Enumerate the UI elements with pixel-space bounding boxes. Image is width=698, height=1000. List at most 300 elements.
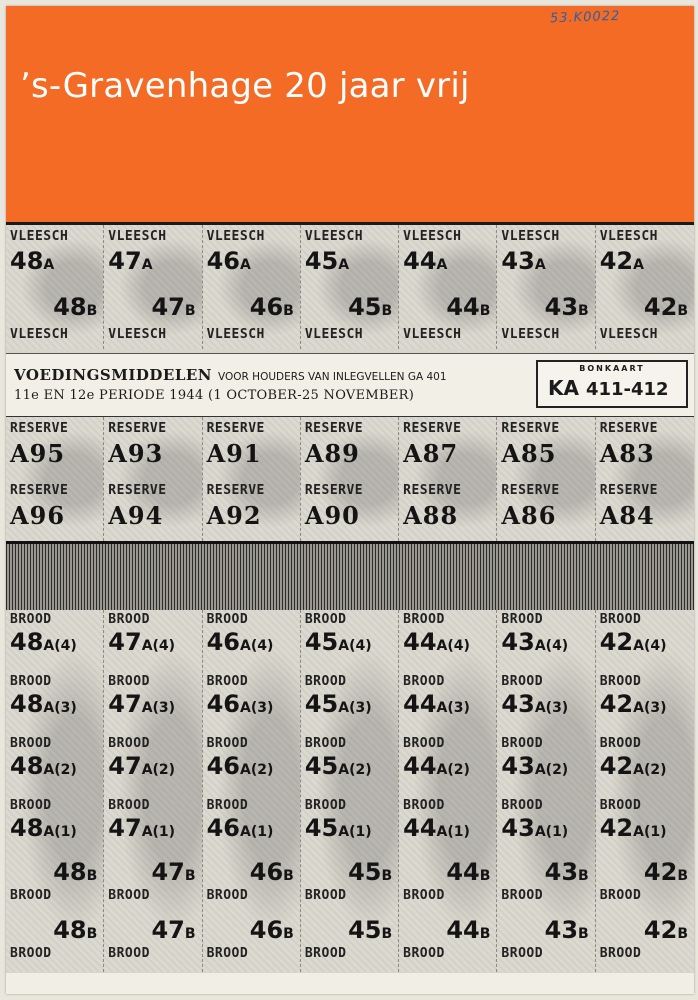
vleesch-label: VLEESCH <box>10 229 69 244</box>
voedings-title-line <box>14 366 447 384</box>
vleesch-number-b <box>545 293 589 321</box>
coupon-suffix: A <box>239 638 251 654</box>
coupon-suffix: A <box>633 638 644 654</box>
brood-label: BROOD <box>403 888 445 903</box>
coupon-number: 44 <box>446 916 480 944</box>
brood-number-a <box>207 752 274 780</box>
coupon-suffix: A <box>534 257 546 273</box>
coupon-number: 43 <box>501 247 535 275</box>
coupon-number: 44 <box>403 247 437 275</box>
vleesch-label: VLEESCH <box>108 229 167 244</box>
brood-label: BROOD <box>501 946 544 961</box>
coupon-number: 43 <box>544 858 579 886</box>
brood-label: BROOD <box>501 674 544 689</box>
coupon-number: 46 <box>206 247 240 275</box>
coupon-suffix: A <box>141 257 153 273</box>
brood-number-a <box>403 690 470 718</box>
coupon-suffix: A <box>436 257 448 273</box>
brood-label: BROOD <box>304 612 347 627</box>
reserve-coupon <box>104 417 202 541</box>
brood-number-a <box>501 628 568 656</box>
coupon-sub: (2) <box>447 762 470 778</box>
coupon-sub: (4) <box>152 638 176 654</box>
vleesch-coupon <box>596 225 694 349</box>
reserve-label: RESERVE <box>108 483 167 498</box>
brood-number-b <box>151 916 195 944</box>
reserve-label: RESERVE <box>599 483 658 498</box>
reserve-label: RESERVE <box>501 421 560 436</box>
brood-number-b <box>348 858 392 886</box>
reserve-label: RESERVE <box>304 421 364 436</box>
brood-coupons <box>6 610 694 972</box>
brood-label: BROOD <box>10 888 52 903</box>
coupon-suffix: B <box>479 303 491 319</box>
coupon-sub: (4) <box>545 638 569 654</box>
coupon-number: 42 <box>643 293 678 321</box>
reserve-label: RESERVE <box>599 421 658 436</box>
coupon-sub: (3) <box>54 700 77 716</box>
coupon-number: 45 <box>304 628 339 656</box>
vleesch-number-a <box>207 247 251 275</box>
coupon-sub: (1) <box>545 824 569 840</box>
vleesch-number-b <box>446 293 490 321</box>
brood-label: BROOD <box>304 736 347 751</box>
vleesch-label: VLEESCH <box>304 229 364 244</box>
coupon-suffix: B <box>578 868 589 884</box>
coupon-sub: (2) <box>643 762 667 778</box>
coupon-number: 42 <box>599 814 634 842</box>
brood-label: BROOD <box>501 888 544 903</box>
coupon-suffix: A <box>338 762 350 778</box>
reserve-coupon <box>6 417 104 541</box>
vleesch-number-b <box>348 293 392 321</box>
coupon-sub: (3) <box>545 700 569 716</box>
coupon-sub: (3) <box>447 700 470 716</box>
brood-label: BROOD <box>108 612 150 627</box>
brood-label: BROOD <box>501 736 544 751</box>
coupon-suffix: A <box>239 762 251 778</box>
coupon-number: 47 <box>108 814 142 842</box>
reserve-code: A86 <box>501 501 557 530</box>
coupon-suffix: B <box>86 303 98 319</box>
brood-label: BROOD <box>108 674 150 689</box>
coupon-number: 44 <box>403 628 437 656</box>
vleesch-label: VLEESCH <box>304 327 364 342</box>
brood-number-a <box>10 690 77 718</box>
coupon-sub: (2) <box>250 762 274 778</box>
coupon-suffix: B <box>381 926 393 942</box>
vleesch-coupon <box>301 225 399 349</box>
brood-coupon <box>203 610 301 972</box>
ration-sheet <box>6 222 694 973</box>
reserve-code: A93 <box>108 439 164 468</box>
vleesch-coupon <box>497 225 595 349</box>
brood-number-a <box>305 814 372 842</box>
coupon-number: 48 <box>10 247 44 275</box>
cover-band <box>6 6 694 222</box>
reserve-code: A92 <box>206 501 262 530</box>
coupon-suffix: A <box>534 762 546 778</box>
vleesch-number-a <box>501 247 545 275</box>
coupon-suffix: A <box>633 762 644 778</box>
brood-number-b <box>545 916 589 944</box>
brood-number-a <box>305 752 372 780</box>
cover-title: ’s-Gravenhage 20 jaar vrij <box>20 66 470 106</box>
vleesch-number-b <box>250 293 294 321</box>
coupon-sub: (1) <box>54 824 77 840</box>
brood-number-b <box>545 858 589 886</box>
brood-number-a <box>108 814 175 842</box>
brood-number-a <box>108 628 175 656</box>
coupon-number: 47 <box>108 690 142 718</box>
brood-coupon <box>6 610 104 972</box>
brood-label: BROOD <box>599 612 642 627</box>
bonkaart-code-line <box>548 376 669 400</box>
vleesch-number-a <box>10 247 54 275</box>
vleesch-label: VLEESCH <box>206 229 265 244</box>
brood-number-b <box>151 858 195 886</box>
brood-number-a <box>403 628 470 656</box>
coupon-sub: (4) <box>54 638 77 654</box>
brood-number-a <box>501 690 568 718</box>
coupon-suffix: A <box>534 700 546 716</box>
coupon-sub: (1) <box>152 824 176 840</box>
voedings-period: 11e EN 12e PERIODE 1944 (1 OCTOBER-25 NOVEMBER) <box>14 388 415 403</box>
reserve-label: RESERVE <box>501 483 560 498</box>
coupon-suffix: B <box>86 926 98 942</box>
brood-label: BROOD <box>403 612 445 627</box>
brood-label: BROOD <box>10 736 52 751</box>
coupon-suffix: A <box>239 824 251 840</box>
coupon-suffix: B <box>677 303 688 319</box>
coupon-sub: (2) <box>54 762 77 778</box>
brood-label: BROOD <box>108 798 150 813</box>
coupon-number: 46 <box>206 690 240 718</box>
brood-number-a <box>403 752 470 780</box>
brood-label: BROOD <box>304 674 347 689</box>
brood-number-b <box>250 858 294 886</box>
coupon-sub: (2) <box>545 762 569 778</box>
coupon-suffix: B <box>578 926 589 942</box>
coupon-number: 43 <box>544 916 579 944</box>
vleesch-number-a <box>108 247 152 275</box>
coupon-sub: (3) <box>250 700 274 716</box>
brood-coupon <box>301 610 399 972</box>
coupon-number: 44 <box>403 690 437 718</box>
vleesch-coupon <box>104 225 202 349</box>
coupon-number: 46 <box>249 293 284 321</box>
coupon-suffix: A <box>338 257 350 273</box>
reserve-coupons <box>6 417 694 541</box>
coupon-sub: (2) <box>152 762 176 778</box>
voedings-header <box>6 353 694 418</box>
coupon-suffix: A <box>633 700 644 716</box>
brood-number-a <box>501 814 568 842</box>
coupon-number: 47 <box>108 752 142 780</box>
coupon-number: 46 <box>206 628 240 656</box>
coupon-suffix: A <box>436 824 448 840</box>
coupon-number: 45 <box>304 752 339 780</box>
coupon-number: 48 <box>10 628 44 656</box>
brood-label: BROOD <box>403 946 445 961</box>
coupon-suffix: B <box>184 926 196 942</box>
coupon-sub: (4) <box>447 638 470 654</box>
brood-number-a <box>600 628 667 656</box>
brood-number-a <box>108 690 175 718</box>
vleesch-label: VLEESCH <box>403 327 462 342</box>
bonkaart-box <box>536 360 688 408</box>
brood-number-a <box>600 752 667 780</box>
brood-number-b <box>644 916 688 944</box>
brood-label: BROOD <box>403 674 445 689</box>
reserve-code: A96 <box>10 501 66 530</box>
brood-number-a <box>501 752 568 780</box>
coupon-number: 43 <box>501 814 535 842</box>
brood-number-a <box>10 814 77 842</box>
reserve-label: RESERVE <box>403 421 462 436</box>
coupon-number: 47 <box>151 858 185 886</box>
brood-label: BROOD <box>10 674 52 689</box>
reserve-label: RESERVE <box>206 421 265 436</box>
reserve-label: RESERVE <box>304 483 364 498</box>
reserve-coupon <box>497 417 595 541</box>
brood-label: BROOD <box>304 798 347 813</box>
brood-label: BROOD <box>108 888 150 903</box>
coupon-number: 47 <box>151 916 185 944</box>
brood-label: BROOD <box>206 946 249 961</box>
coupon-number: 46 <box>206 814 240 842</box>
coupon-number: 46 <box>249 858 284 886</box>
vleesch-number-a <box>305 247 349 275</box>
brood-number-b <box>348 916 392 944</box>
vleesch-number-a <box>403 247 447 275</box>
coupon-sub: (1) <box>643 824 667 840</box>
reserve-label: RESERVE <box>10 483 69 498</box>
coupon-suffix: B <box>578 303 589 319</box>
coupon-sub: (4) <box>250 638 274 654</box>
coupon-number: 42 <box>599 628 634 656</box>
coupon-number: 46 <box>249 916 284 944</box>
brood-label: BROOD <box>10 946 52 961</box>
coupon-suffix: A <box>338 700 350 716</box>
brood-number-a <box>207 814 274 842</box>
coupon-number: 45 <box>348 858 382 886</box>
vleesch-label: VLEESCH <box>501 327 560 342</box>
coupon-suffix: B <box>381 303 393 319</box>
brood-label: BROOD <box>403 736 445 751</box>
coupon-sub: (1) <box>349 824 372 840</box>
brood-label: BROOD <box>599 798 642 813</box>
reserve-code: A84 <box>599 501 655 530</box>
voedings-title: VOEDINGSMIDDELEN <box>14 366 213 384</box>
reserve-code: A87 <box>403 439 459 468</box>
coupon-suffix: A <box>239 700 251 716</box>
brood-number-a <box>207 628 274 656</box>
bonkaart-label: BONKAART <box>579 364 645 373</box>
brood-number-b <box>446 858 490 886</box>
booklet-cover <box>6 6 694 994</box>
reserve-coupon <box>399 417 497 541</box>
coupon-number: 48 <box>53 916 87 944</box>
coupon-suffix: A <box>141 638 153 654</box>
coupon-number: 42 <box>599 752 634 780</box>
brood-label: BROOD <box>206 674 249 689</box>
brood-number-a <box>10 752 77 780</box>
brood-label: BROOD <box>599 674 642 689</box>
coupon-suffix: B <box>479 868 491 884</box>
brood-label: BROOD <box>10 612 52 627</box>
brood-label: BROOD <box>10 798 52 813</box>
coupon-suffix: A <box>436 762 448 778</box>
vleesch-label: VLEESCH <box>108 327 167 342</box>
vleesch-coupon <box>399 225 497 349</box>
brood-coupon <box>497 610 595 972</box>
reserve-code: A83 <box>599 439 655 468</box>
coupon-suffix: B <box>86 868 98 884</box>
coupon-suffix: A <box>436 700 448 716</box>
coupon-number: 47 <box>108 628 142 656</box>
coupon-number: 42 <box>643 858 678 886</box>
coupon-suffix: A <box>43 257 55 273</box>
reserve-coupon <box>596 417 694 541</box>
coupon-suffix: A <box>43 824 55 840</box>
brood-label: BROOD <box>108 736 150 751</box>
coupon-number: 48 <box>10 814 44 842</box>
coupon-number: 45 <box>304 247 339 275</box>
vleesch-number-b <box>644 293 688 321</box>
coupon-number: 48 <box>53 858 87 886</box>
reserve-code: A91 <box>206 439 262 468</box>
coupon-suffix: A <box>436 638 448 654</box>
coupon-number: 44 <box>446 293 480 321</box>
brood-label: BROOD <box>206 612 249 627</box>
coupon-number: 47 <box>151 293 185 321</box>
coupon-suffix: A <box>534 638 546 654</box>
coupon-number: 48 <box>53 293 87 321</box>
brood-number-a <box>600 814 667 842</box>
brood-label: BROOD <box>108 946 150 961</box>
reserve-code: A88 <box>403 501 459 530</box>
reserve-label: RESERVE <box>10 421 69 436</box>
coupon-number: 44 <box>446 858 480 886</box>
coupon-suffix: A <box>338 824 350 840</box>
coupon-sub: (2) <box>349 762 372 778</box>
brood-number-a <box>305 690 372 718</box>
vleesch-coupon <box>203 225 301 349</box>
coupon-sub: (1) <box>447 824 470 840</box>
coupon-suffix: B <box>283 926 294 942</box>
dark-separator-band <box>6 541 694 613</box>
coupon-suffix: B <box>283 868 294 884</box>
coupon-number: 44 <box>403 814 437 842</box>
bonkaart-code: KA <box>548 376 579 400</box>
reserve-code: A94 <box>108 501 164 530</box>
coupon-suffix: A <box>239 257 251 273</box>
coupon-number: 45 <box>304 814 339 842</box>
reserve-label: RESERVE <box>206 483 265 498</box>
vleesch-label: VLEESCH <box>599 229 658 244</box>
coupon-sub: (3) <box>349 700 372 716</box>
coupon-number: 44 <box>403 752 437 780</box>
brood-label: BROOD <box>501 798 544 813</box>
brood-label: BROOD <box>501 612 544 627</box>
reserve-label: RESERVE <box>108 421 167 436</box>
coupon-suffix: A <box>141 700 153 716</box>
coupon-number: 43 <box>544 293 579 321</box>
reserve-code: A95 <box>10 439 66 468</box>
coupon-number: 47 <box>108 247 142 275</box>
coupon-suffix: A <box>43 638 55 654</box>
coupon-suffix: B <box>479 926 491 942</box>
vleesch-label: VLEESCH <box>403 229 462 244</box>
coupon-number: 42 <box>599 690 634 718</box>
coupon-number: 45 <box>348 916 382 944</box>
coupon-suffix: B <box>184 303 196 319</box>
reserve-code: A90 <box>304 501 360 530</box>
coupon-number: 43 <box>501 752 535 780</box>
coupon-sub: (3) <box>643 700 667 716</box>
brood-coupon <box>104 610 202 972</box>
brood-label: BROOD <box>403 798 445 813</box>
coupon-suffix: A <box>633 257 644 273</box>
vleesch-coupon <box>6 225 104 349</box>
coupon-number: 43 <box>501 690 535 718</box>
vleesch-number-b <box>53 293 97 321</box>
brood-number-b <box>446 916 490 944</box>
reserve-coupon <box>301 417 399 541</box>
reserve-label: RESERVE <box>403 483 462 498</box>
vleesch-label: VLEESCH <box>10 327 69 342</box>
brood-label: BROOD <box>599 946 642 961</box>
vleesch-coupons <box>6 225 694 349</box>
reserve-code: A85 <box>501 439 557 468</box>
coupon-number: 45 <box>348 293 382 321</box>
vleesch-number-a <box>600 247 644 275</box>
coupon-suffix: B <box>677 868 688 884</box>
brood-number-b <box>644 858 688 886</box>
voedings-subtitle: VOOR HOUDERS VAN INLEGVELLEN GA 401 <box>218 371 447 383</box>
coupon-suffix: A <box>141 762 153 778</box>
coupon-number: 45 <box>304 690 339 718</box>
coupon-suffix: B <box>184 868 196 884</box>
brood-number-a <box>108 752 175 780</box>
brood-label: BROOD <box>304 888 347 903</box>
coupon-number: 46 <box>206 752 240 780</box>
vleesch-label: VLEESCH <box>206 327 265 342</box>
brood-label: BROOD <box>206 736 249 751</box>
brood-label: BROOD <box>206 798 249 813</box>
vleesch-label: VLEESCH <box>599 327 658 342</box>
brood-number-a <box>10 628 77 656</box>
vleesch-number-b <box>151 293 195 321</box>
coupon-number: 48 <box>10 690 44 718</box>
coupon-suffix: A <box>141 824 153 840</box>
coupon-suffix: B <box>283 303 294 319</box>
coupon-suffix: B <box>381 868 393 884</box>
coupon-number: 42 <box>643 916 678 944</box>
coupon-sub: (4) <box>349 638 372 654</box>
coupon-number: 48 <box>10 752 44 780</box>
coupon-suffix: A <box>633 824 644 840</box>
brood-coupon <box>399 610 497 972</box>
brood-number-a <box>600 690 667 718</box>
coupon-suffix: A <box>43 700 55 716</box>
reserve-coupon <box>203 417 301 541</box>
brood-label: BROOD <box>599 736 642 751</box>
brood-number-a <box>305 628 372 656</box>
coupon-number: 42 <box>599 247 634 275</box>
brood-label: BROOD <box>304 946 347 961</box>
